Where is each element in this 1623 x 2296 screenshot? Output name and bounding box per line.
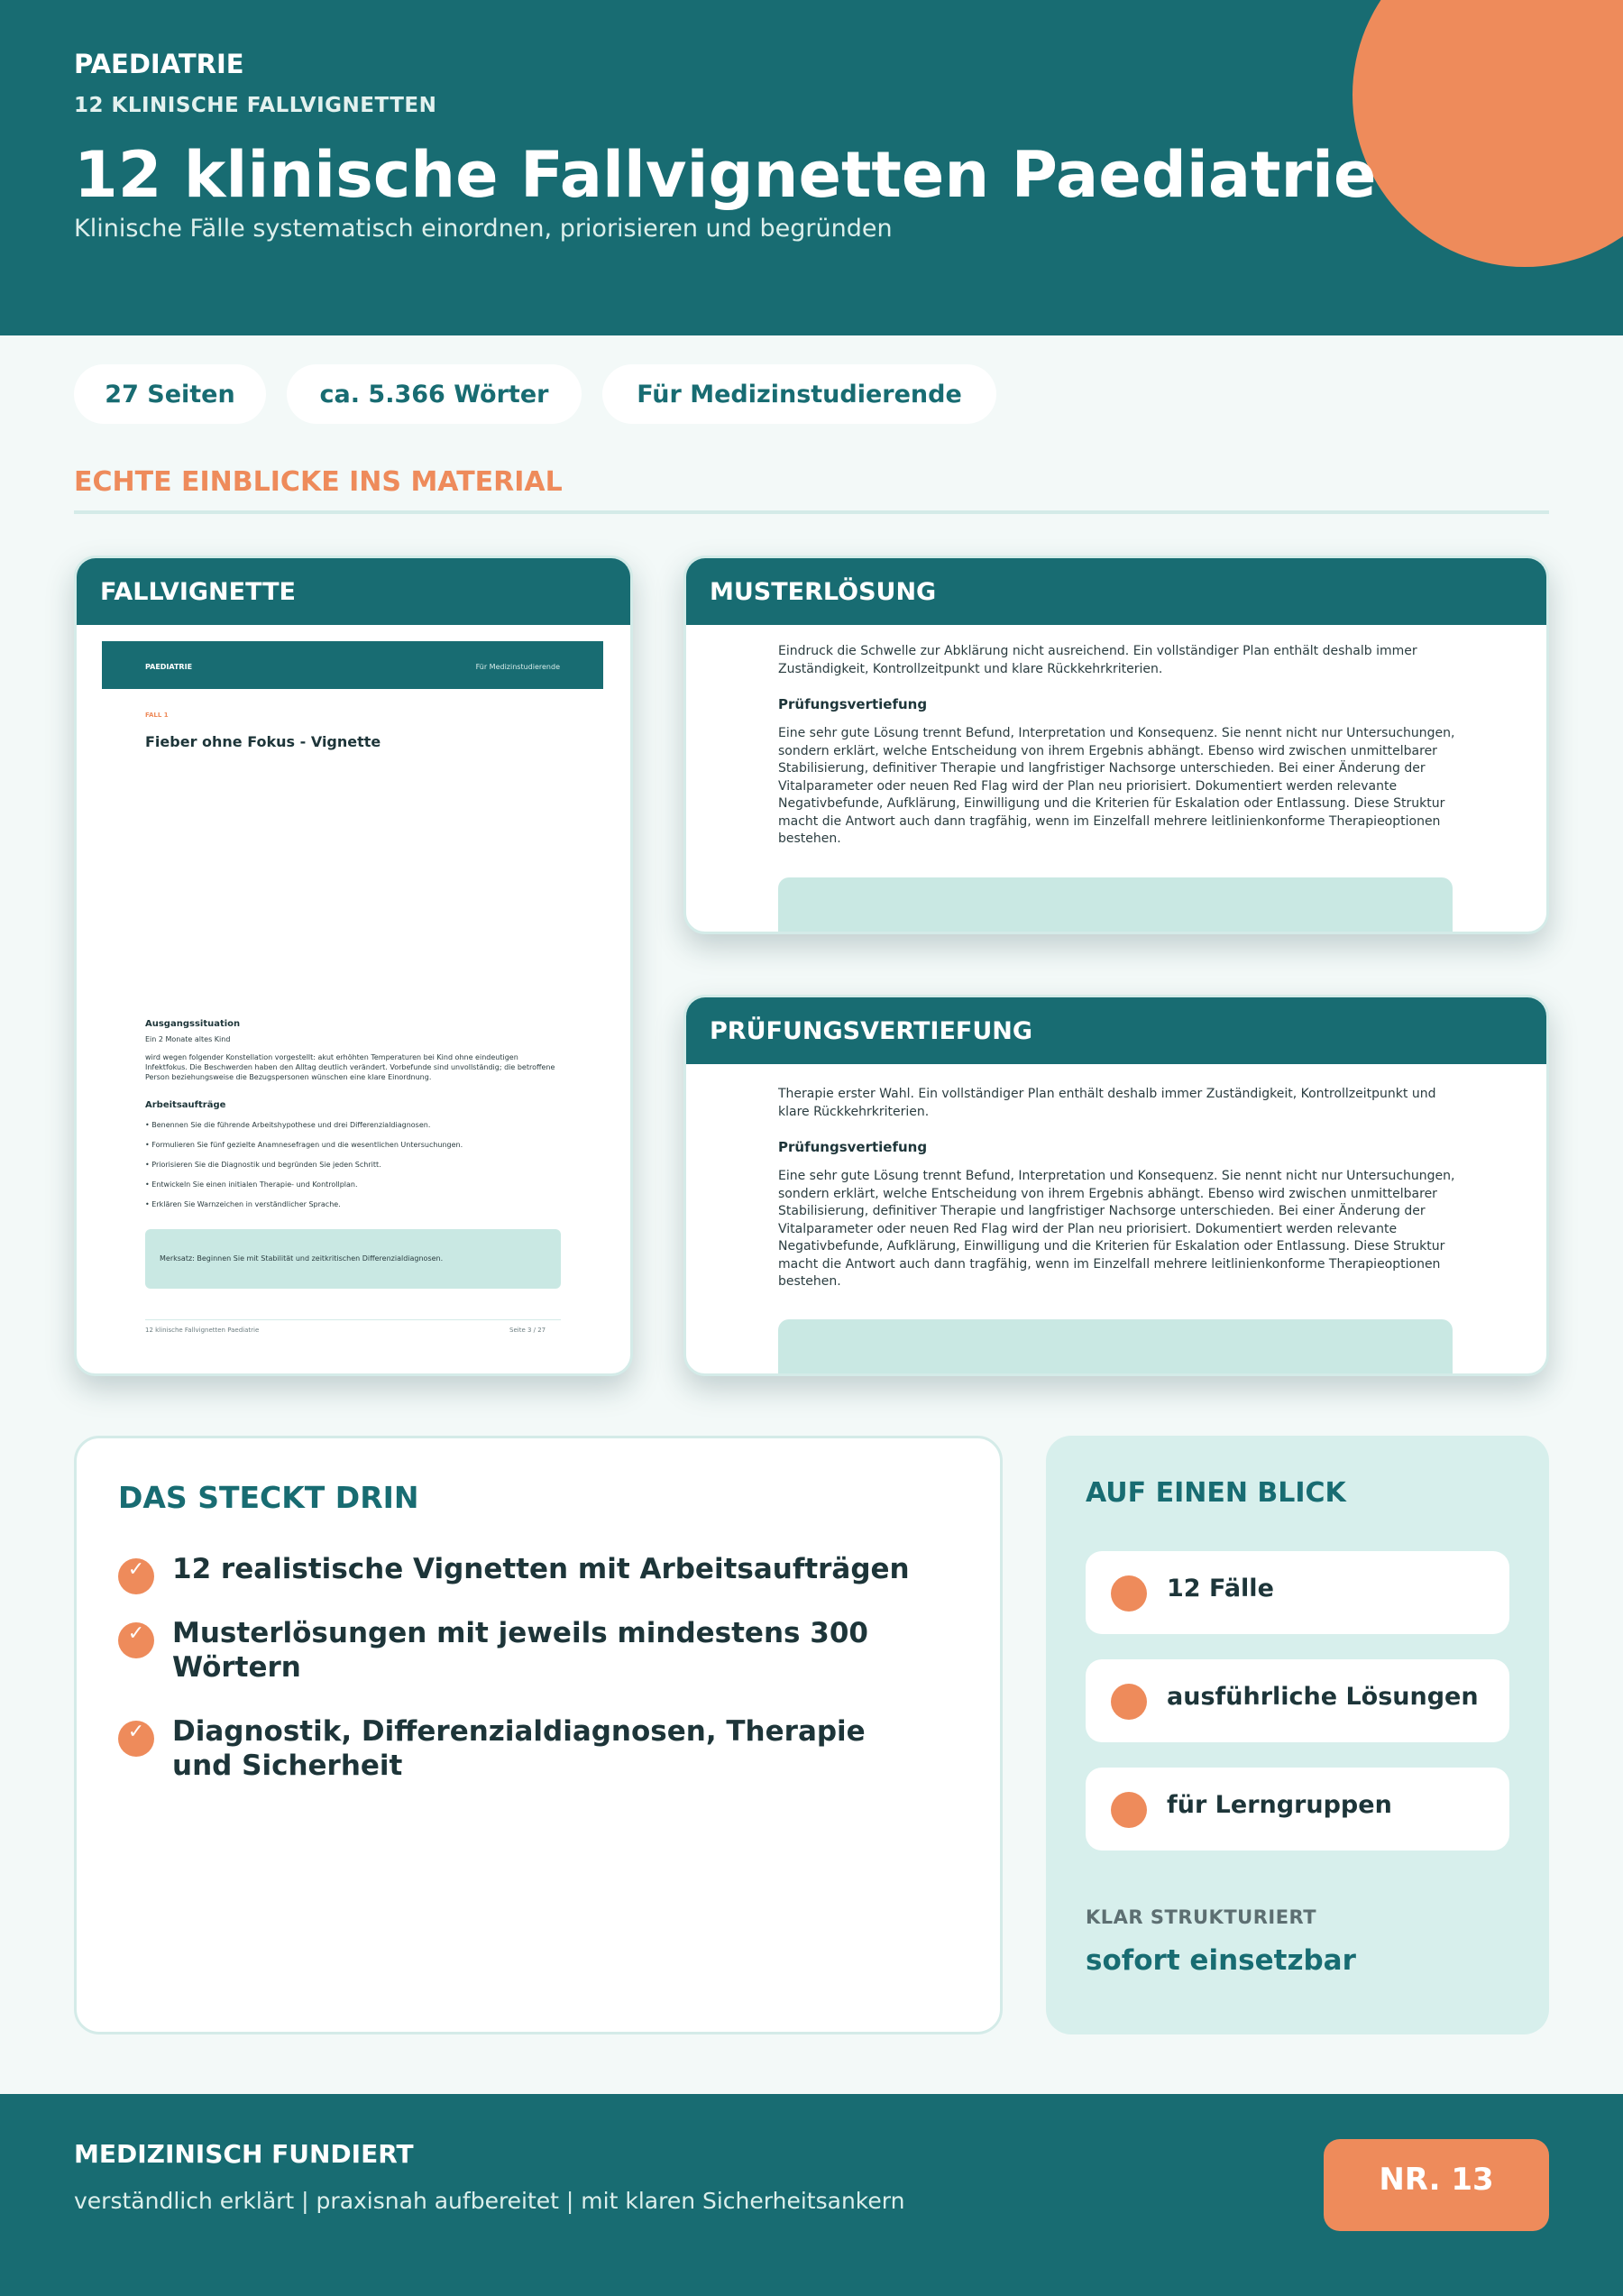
preview-card-musterloesung (683, 556, 1549, 934)
bullet-dot-icon (1111, 1575, 1147, 1612)
merksatz-box (145, 1229, 561, 1289)
preview-card-pruefungsvertiefung (683, 995, 1549, 1376)
glance-value: sofort einsetzbar (1086, 1944, 1356, 1977)
glance-item-label: für Lerngruppen (1167, 1791, 1392, 1819)
check-icon: ✓ (118, 1622, 154, 1658)
bullet-dot-icon (1111, 1792, 1147, 1828)
patient-age: Ein 2 Monate altes Kind (145, 1035, 231, 1043)
page-preview (686, 625, 1546, 932)
glance-box (1046, 1436, 1549, 2034)
merksatz-text: Merksatz: Beginnen Sie mit Stabilität und zeitkritischen Differenzialdiagnosen. (160, 1254, 444, 1263)
page-number: Seite 3 / 27 (509, 1327, 546, 1334)
mini-header-right: Für Medizinstudierende (475, 663, 560, 671)
mini-page-header (102, 641, 603, 689)
section-divider (74, 510, 1549, 514)
solution-body-text: Eine sehr gute Lösung trennt Befund, Interpretation und Konsequenz. Sie nennt nicht nur Untersuchungen, sondern erklärt, welche Entscheidung von ihrem Ergebnis abhängt. Ebenso wird zwischen unmittelbarer Stabilisierung, definitiver Therapie und langfristiger Nachsorge unterschieden. Bei einer Änderung der Vitalparameter oder neuen Red Flag wird der Plan neu priorisiert. Dokumentiert werden relevante Negativbefunde, Aufklärung, Einwilligung und die Kriterien für Eskalation oder Entlassung. Diese Struktur macht die Antwort auch dann tragfähig, wenn im Einzelfall mehrere leitlinienkonforme Therapieoptionen bestehen. (778, 726, 1455, 846)
contents-item: Diagnostik, Differenzialdiagnosen, Therapie und Sicherheit (172, 1715, 866, 1782)
task-item: • Erklären Sie Warnzeichen in verständlicher Sprache. (145, 1200, 341, 1208)
issue-badge: NR. 13 (1324, 2139, 1549, 2231)
bullet-dot-icon (1111, 1684, 1147, 1720)
card-header: PRÜFUNGSVERTIEFUNG (686, 997, 1546, 1064)
product-kicker: 12 KLINISCHE FALLVIGNETTEN (74, 94, 437, 117)
preview-card-fallvignette (74, 556, 633, 1376)
contents-item: 12 realistische Vignetten mit Arbeitsaufträgen (172, 1553, 910, 1585)
glance-heading: AUF EINEN BLICK (1086, 1477, 1346, 1509)
mini-header-left: PAEDIATRIE (145, 663, 193, 671)
pill-audience: Für Medizinstudierende (602, 364, 996, 424)
deepening-lead-text: Therapie erster Wahl. Ein vollständiger Plan enthält deshalb immer Zuständigkeit, Kontrollzeitpunkt und klare Rückkehrkriterien. (778, 1087, 1436, 1119)
solution-heading: Prüfungsvertiefung (778, 696, 928, 712)
contents-item: Musterlösungen mit jeweils mindestens 300 Wörtern (172, 1617, 868, 1684)
card-header: FALLVIGNETTE (77, 558, 630, 625)
page-subtitle: Klinische Fälle systematisch einordnen, priorisieren und begründen (74, 215, 893, 243)
task-item: • Priorisieren Sie die Diagnostik und begründen Sie jeden Schritt. (145, 1161, 381, 1169)
contents-box (74, 1436, 1003, 2034)
deepening-heading: Prüfungsvertiefung (778, 1139, 928, 1155)
card-header: MUSTERLÖSUNG (686, 558, 1546, 625)
footer-subtitle: verständlich erklärt | praxisnah aufbereitet | mit klaren Sicherheitsankern (74, 2188, 905, 2214)
task-item: • Entwickeln Sie einen initialen Therapie- und Kontrollplan. (145, 1180, 358, 1189)
page-preview (686, 1064, 1546, 1373)
hero-header (0, 0, 1623, 335)
heading-arbeitsauftraege: Arbeitsaufträge (145, 1100, 226, 1110)
task-item: • Benennen Sie die führende Arbeitshypothese und drei Differenzialdiagnosen. (145, 1121, 431, 1129)
glance-item-label: ausführliche Lösungen (1167, 1683, 1479, 1711)
solution-lead-text: Eindruck die Schwelle zur Abklärung nicht ausreichend. Ein vollständiger Plan enthält deshalb immer Zuständigkeit, Kontrollzeitpunkt und klare Rückkehrkriterien. (778, 644, 1417, 676)
glance-item-label: 12 Fälle (1167, 1575, 1274, 1603)
case-title: Fieber ohne Fokus - Vignette (145, 733, 381, 750)
task-item: • Formulieren Sie fünf gezielte Anamnesefragen und die wesentlichen Untersuchungen. (145, 1141, 463, 1149)
subject-kicker: PAEDIATRIE (74, 49, 244, 79)
case-number: FALL 1 (145, 712, 169, 719)
deepening-body-text: Eine sehr gute Lösung trennt Befund, Interpretation und Konsequenz. Sie nennt nicht nur Untersuchungen, sondern erklärt, welche Entscheidung von ihrem Ergebnis abhängt. Ebenso wird zwischen unmittelbarer Stabilisierung, definitiver Therapie und langfristiger Nachsorge unterschieden. Bei einer Änderung der Vitalparameter oder neuen Red Flag wird der Plan neu priorisiert. Dokumentiert werden relevante Negativbefunde, Aufklärung, Einwilligung und die Kriterien für Eskalation oder Entlassung. Diese Struktur macht die Antwort auch dann tragfähig, wenn im Einzelfall mehrere leitlinienkonforme Therapieoptionen bestehen. (778, 1169, 1455, 1289)
pill-pages: 27 Seiten (74, 364, 266, 424)
page-title: 12 klinische Fallvignetten Paediatrie (74, 138, 1377, 212)
pill-words: ca. 5.366 Wörter (287, 364, 582, 424)
check-icon: ✓ (118, 1558, 154, 1594)
glance-item (1086, 1659, 1509, 1742)
glance-kicker: KLAR STRUKTURIERT (1086, 1906, 1317, 1928)
page-footer-rule (145, 1319, 561, 1320)
check-icon: ✓ (118, 1721, 154, 1757)
heading-ausgangssituation: Ausgangssituation (145, 1019, 241, 1029)
glance-item (1086, 1551, 1509, 1634)
highlight-box (778, 1319, 1453, 1373)
page-preview (77, 625, 630, 1373)
situation-text: wird wegen folgender Konstellation vorgestellt: akut erhöhten Temperaturen bei Kind ohne eindeutigen Infektfokus. Die Beschwerden haben den Alltag deutlich verändert. Vorbefunde sind unvollständig; die betroffene Person beziehungsweise die Bezugspersonen wünschen eine klare Einordnung. (145, 1053, 555, 1081)
page-footer-title: 12 klinische Fallvignetten Paediatrie (145, 1327, 260, 1334)
glance-item (1086, 1768, 1509, 1851)
contents-heading: DAS STECKT DRIN (118, 1480, 419, 1515)
section-title: ECHTE EINBLICKE INS MATERIAL (74, 466, 563, 498)
footer-band (0, 2094, 1623, 2296)
decorative-circle (1352, 0, 1623, 267)
highlight-box (778, 877, 1453, 932)
footer-title: MEDIZINISCH FUNDIERT (74, 2139, 414, 2169)
